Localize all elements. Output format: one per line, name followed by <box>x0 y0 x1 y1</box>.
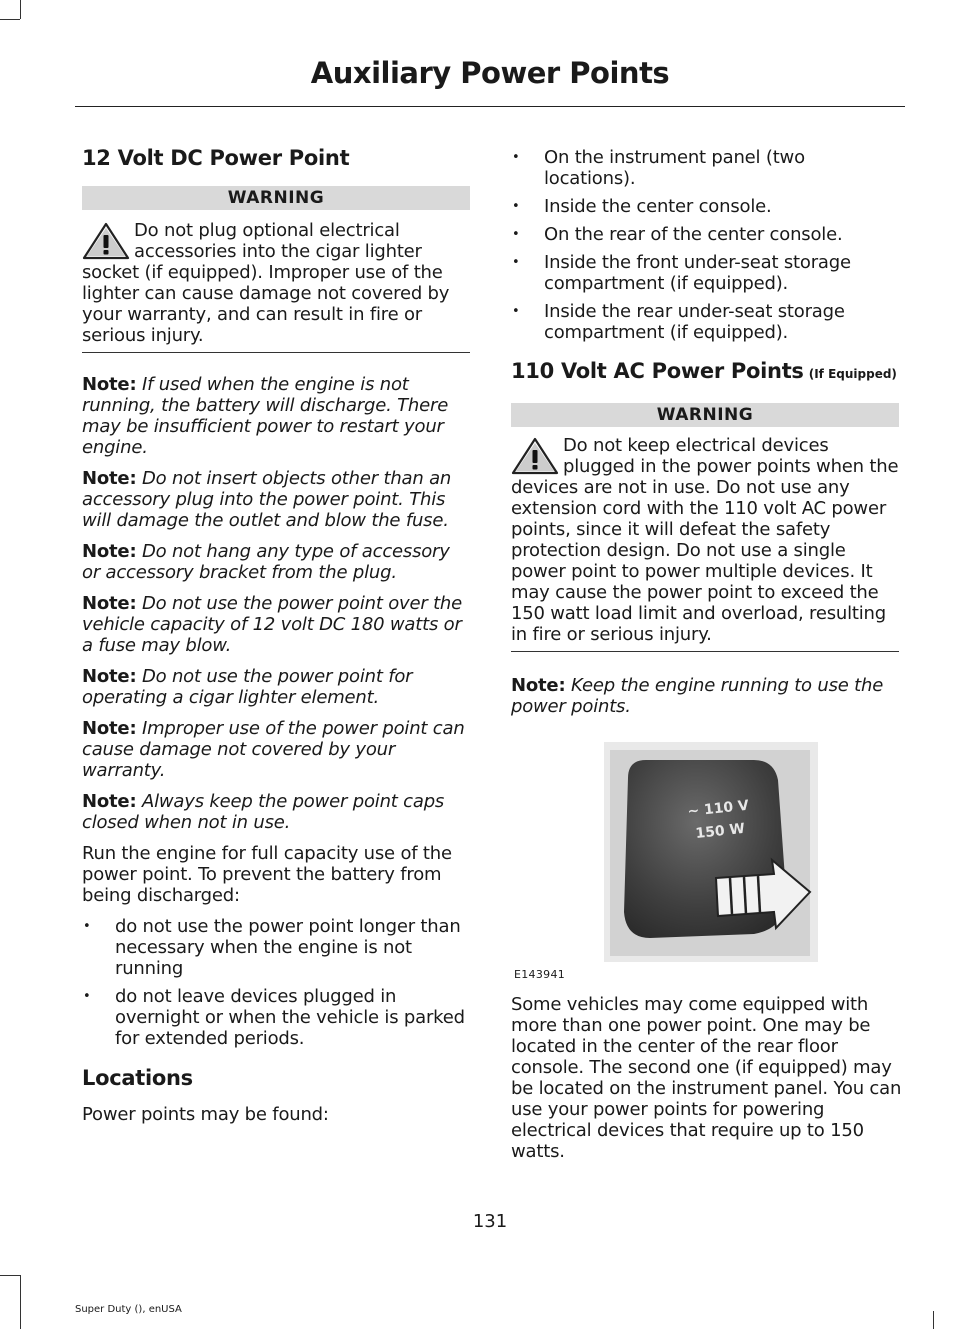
list-item: • On the rear of the center console. <box>511 224 901 245</box>
locations-intro: Power points may be found: <box>82 1104 329 1125</box>
footer-doc-label: Super Duty (), enUSA <box>75 1304 182 1315</box>
power-point-photo <box>604 742 818 962</box>
note: Note: If used when the engine is not running, the battery will discharge. There may be insufficient power to restart your engine. <box>82 374 449 458</box>
locations-list <box>511 147 901 343</box>
list-item: • do not leave devices plugged in overnight or when the vehicle is parked for extended periods. <box>82 986 472 1049</box>
note: Note: Do not hang any type of accessory or accessory bracket from the plug. <box>82 541 450 583</box>
note: Note: Always keep the power point caps closed when not in use. <box>82 791 445 833</box>
notes-list <box>82 374 472 1049</box>
warning-label: WARNING <box>82 186 470 210</box>
warning-box-110v <box>511 403 899 652</box>
note: Note: Do not insert objects other than an accessory plug into the power point. This will damage the outlet and blow the fuse. <box>82 468 452 531</box>
warning-rule <box>511 651 899 652</box>
paragraph: Some vehicles may come equipped with more than one power point. One may be located in the center of the rear floor console. The second one (if equipped) may be located on the instrument panel. You can use your power points for powering electrical devices that require up to 150 watts. <box>511 994 902 1162</box>
list-item: • do not use the power point longer than necessary when the engine is not running <box>82 916 472 979</box>
crop-mark <box>0 19 20 20</box>
warning-label: WARNING <box>511 403 899 427</box>
crop-mark <box>20 1275 21 1329</box>
figure-code: E143941 <box>514 968 566 981</box>
note: Note: Keep the engine running to use the power points. <box>511 675 884 717</box>
crop-mark <box>20 0 21 19</box>
locations-heading: Locations <box>82 1066 193 1090</box>
page-title: Auxiliary Power Points <box>310 56 670 90</box>
note: Note: Do not use the power point for operating a cigar lighter element. <box>82 666 413 708</box>
warning-triangle-icon <box>511 437 559 475</box>
warning-rule <box>82 352 470 353</box>
warning-text: Do not plug optional electrical accessories into the cigar lighter socket (if equipped). Improper use of the lighter can cause damage not covered by your warranty, and can result in fire or serious injury. <box>82 220 450 346</box>
crop-mark <box>0 1275 20 1276</box>
power-point-illustration <box>604 742 818 962</box>
list-item: • Inside the center console. <box>511 196 901 217</box>
section-heading-110v: 110 Volt AC Power Points (If Equipped) <box>511 359 897 383</box>
voltage-label: ~ 110 V <box>686 797 750 820</box>
paragraph: Run the engine for full capacity use of the power point. To prevent the battery from being discharged: <box>82 843 452 906</box>
warning-triangle-icon <box>82 222 130 260</box>
crop-mark <box>933 1311 934 1329</box>
heading-suffix: (If Equipped) <box>808 367 897 381</box>
section-heading-12v: 12 Volt DC Power Point <box>82 146 350 170</box>
title-rule <box>75 106 905 107</box>
list-item: • Inside the front under-seat storage compartment (if equipped). <box>511 252 901 294</box>
note: Note: Improper use of the power point can cause damage not covered by your warranty. <box>82 718 465 781</box>
page-number: 131 <box>472 1211 508 1232</box>
wattage-label: 150 W <box>694 820 746 842</box>
bullet-list <box>82 916 472 1049</box>
list-item: • On the instrument panel (two locations). <box>511 147 901 189</box>
warning-text: Do not keep electrical devices plugged in the power points when the devices are not in use. Do not use any extension cord with the 110 volt AC power points, since it will defeat the safety protection design. Do not use a single power point to power multiple devices. It may cause the power point to exceed the 150 watt load limit and overload, resulting in fire or serious injury. <box>511 435 899 645</box>
list-item: • Inside the rear under-seat storage compartment (if equipped). <box>511 301 901 343</box>
note: Note: Do not use the power point over the vehicle capacity of 12 volt DC 180 watts or a fuse may blow. <box>82 593 463 656</box>
warning-box-12v <box>82 186 470 353</box>
